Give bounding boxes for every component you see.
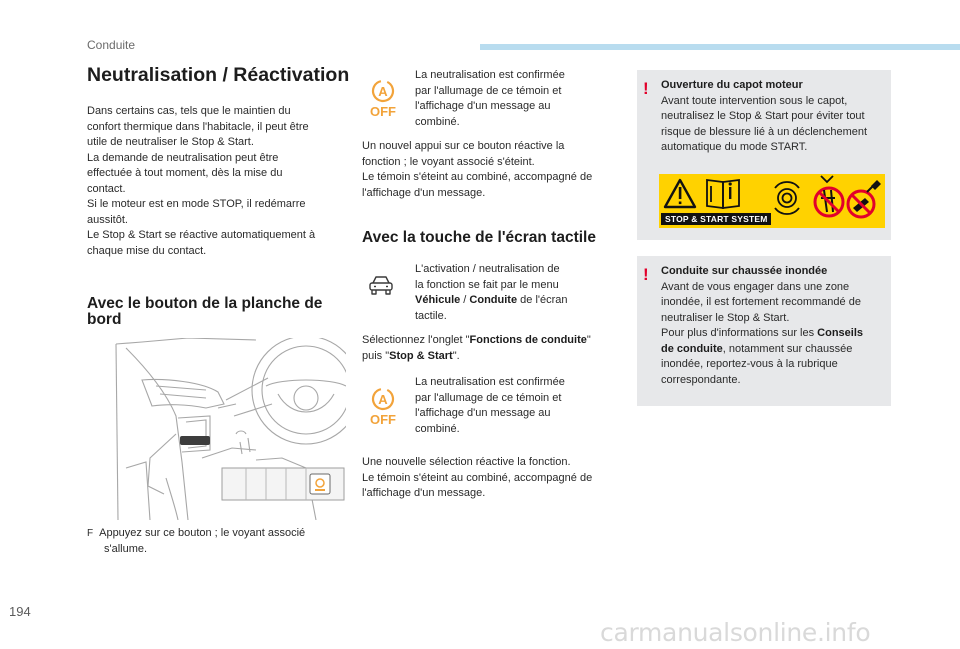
warning-exclamation-icon: ! xyxy=(643,265,649,284)
new-selection-paragraph xyxy=(362,455,622,502)
menu-vehicule: Véhicule xyxy=(415,294,461,306)
page-number: 194 xyxy=(9,604,31,619)
text-line: l'affichage d'un message. xyxy=(362,186,486,199)
section-heading-touchscreen: Avec la touche de l'écran tactile xyxy=(362,229,596,246)
text-line: inondée, reportez-vous à la rubrique xyxy=(661,358,838,370)
confirm-paragraph-2 xyxy=(415,375,605,437)
select-paragraph xyxy=(362,333,622,364)
text-line: par l'allumage de ce témoin et xyxy=(415,84,562,97)
stop-start-symbol-icon xyxy=(775,182,799,214)
neutralisation-warning-lamp-icon-2 xyxy=(366,386,400,426)
text-fragment: Pour plus d'informations sur les xyxy=(661,327,818,339)
text-line: l'affichage d'un message. xyxy=(362,487,486,499)
manual-book-icon xyxy=(707,180,739,208)
text-line: Dans certains cas, tels que le maintien du xyxy=(87,105,291,117)
text-line: tactile. xyxy=(415,309,447,322)
text-line: chaque mise du contact. xyxy=(87,244,207,257)
bullet-text: Appuyez sur ce bouton ; le voyant associé xyxy=(99,527,306,539)
text-fragment: , notamment sur chaussée xyxy=(722,342,853,355)
bullet-item xyxy=(87,526,347,557)
link-conseils: Conseils xyxy=(817,327,864,339)
section-heading-dashboard xyxy=(87,296,347,328)
text-line: combiné. xyxy=(415,422,460,435)
no-hand-icon xyxy=(815,176,843,216)
text-line: l'affichage d'un message au xyxy=(415,407,551,419)
text-fragment: Sélectionnez l'onglet " xyxy=(362,334,470,346)
warning-title-hood: Ouverture du capot moteur xyxy=(661,79,803,91)
text-line: Si le moteur est en mode STOP, il redémarre xyxy=(87,198,306,210)
svg-text:OFF: OFF xyxy=(370,412,396,426)
text-line: par l'allumage de ce témoin et xyxy=(415,391,562,404)
heading-line: Avec le bouton de la planche de xyxy=(87,295,323,312)
text-line: l'affichage d'un message au xyxy=(415,100,551,112)
heading-line: bord xyxy=(87,311,122,328)
page-title: Neutralisation / Réactivation xyxy=(87,64,350,86)
no-spray-icon xyxy=(848,180,881,217)
svg-text:OFF: OFF xyxy=(370,104,396,118)
text-line: La neutralisation est confirmée xyxy=(415,376,565,388)
text-line: Avant de vous engager dans une zone xyxy=(661,280,850,293)
intro-paragraph xyxy=(87,104,347,259)
text-fragment: puis " xyxy=(362,349,390,362)
text-fragment: de l'écran xyxy=(517,294,568,306)
menu-conduite: Conduite xyxy=(469,294,518,306)
text-line: Un nouvel appui sur ce bouton réactive la xyxy=(362,140,565,152)
text-fragment: ". xyxy=(452,349,460,362)
menu-separator: / xyxy=(460,294,470,306)
text-line: confort thermique dans l'habitacle, il peut être xyxy=(87,120,309,133)
watermark: carmanualsonline.info xyxy=(600,618,871,647)
text-line: Le témoin s'éteint au combiné, accompagné de xyxy=(362,471,593,484)
text-fragment: " xyxy=(586,334,591,346)
text-line: aussitôt. xyxy=(87,213,128,226)
text-line: La demande de neutralisation peut être xyxy=(87,151,279,164)
text-line xyxy=(362,333,622,349)
text-line: La neutralisation est confirmée xyxy=(415,69,565,81)
warning-title-flooded: Conduite sur chaussée inondée xyxy=(661,265,828,277)
link-de-conduite: de conduite xyxy=(661,342,723,355)
text-line xyxy=(661,326,889,342)
text-line: Le Stop & Start se réactive automatiquement à xyxy=(87,229,316,241)
text-line xyxy=(415,293,615,309)
label-text: STOP & START SYSTEM xyxy=(665,214,768,224)
text-line: la fonction se fait par le menu xyxy=(415,278,559,291)
text-line: automatique du mode START. xyxy=(661,141,808,153)
text-line: L'activation / neutralisation de xyxy=(415,263,560,275)
touch-paragraph xyxy=(415,262,615,324)
text-line: inondée, il est fortement recommandé de xyxy=(661,296,861,308)
text-line: Une nouvelle sélection réactive la fonction. xyxy=(362,456,571,468)
warning-text-flooded xyxy=(661,264,889,388)
text-line: combiné. xyxy=(415,115,460,128)
warning-exclamation-icon: ! xyxy=(643,79,649,98)
dashboard-illustration xyxy=(106,338,346,520)
text-line: risque de blessure lié à un déclenchement xyxy=(661,125,868,138)
text-line: effectuée à tout moment, dès la mise du xyxy=(87,167,283,179)
text-line: contact. xyxy=(87,182,126,195)
text-line: correspondante. xyxy=(661,373,741,386)
confirm-paragraph xyxy=(415,68,605,130)
svg-text:A: A xyxy=(378,84,388,99)
text-line: fonction ; le voyant associé s'éteint. xyxy=(362,155,535,168)
neutralisation-warning-lamp-icon xyxy=(366,78,400,118)
reactivate-paragraph xyxy=(362,139,622,201)
running-header: Conduite xyxy=(87,38,136,52)
text-line: Le témoin s'éteint au combiné, accompagné de xyxy=(362,171,593,183)
svg-text:A: A xyxy=(378,392,388,407)
car-icon xyxy=(368,274,394,296)
stop-start-warning-label xyxy=(659,174,885,228)
header-bar xyxy=(480,44,960,50)
bullet-marker: F xyxy=(87,528,94,539)
warning-text-hood xyxy=(661,78,889,156)
tab-fonctions-de-conduite: Fonctions de conduite xyxy=(469,334,587,346)
text-line: utile de neutraliser le Stop & Start. xyxy=(87,136,254,148)
text-line xyxy=(661,342,889,358)
text-line: neutralisez le Stop & Start pour éviter tout xyxy=(661,110,865,122)
warning-box-hood xyxy=(637,70,891,240)
item-stop-and-start: Stop & Start xyxy=(389,349,453,362)
text-line: neutraliser le Stop & Start. xyxy=(661,311,790,324)
bullet-text: s'allume. xyxy=(104,542,148,555)
text-line xyxy=(362,349,622,365)
warning-box-flooded xyxy=(637,256,891,406)
text-line: Avant toute intervention sous le capot, xyxy=(661,94,848,107)
